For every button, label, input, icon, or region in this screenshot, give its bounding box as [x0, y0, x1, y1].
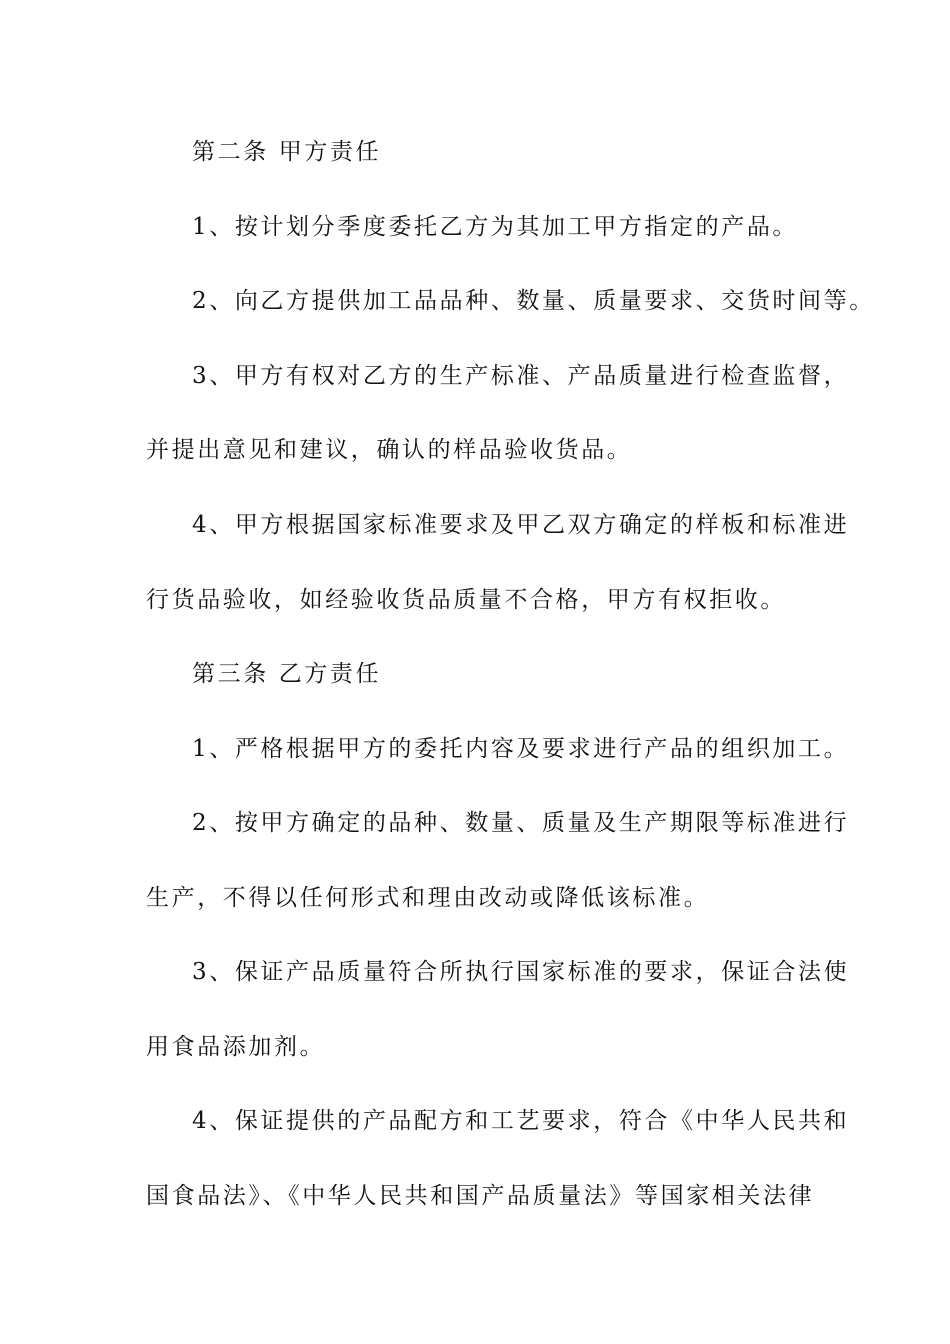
clause-line: 1、按计划分季度委托乙方为其加工甲方指定的产品。 — [192, 214, 799, 240]
section-heading-3: 第三条 乙方责任 — [192, 661, 382, 687]
clause-line: 2、向乙方提供加工品品种、数量、质量要求、交货时间等。 — [192, 288, 875, 314]
clause-line-continued: 行货品验收，如经验收货品质量不合格，甲方有权拒收。 — [146, 587, 786, 613]
clause-line-continued: 生产，不得以任何形式和理由改动或降低该标准。 — [146, 885, 710, 911]
clause-line: 2、按甲方确定的品种、数量、质量及生产期限等标准进行 — [192, 810, 850, 836]
clause-line: 3、甲方有权对乙方的生产标准、产品质量进行检查监督， — [192, 363, 850, 389]
clause-line: 1、严格根据甲方的委托内容及要求进行产品的组织加工。 — [192, 736, 850, 762]
clause-line-continued: 国食品法》、《中华人民共和国产品质量法》等国家相关法律 — [146, 1183, 815, 1209]
section-heading-2: 第二条 甲方责任 — [192, 139, 382, 165]
clause-line-continued: 用食品添加剂。 — [146, 1034, 326, 1060]
clause-line: 3、保证产品质量符合所执行国家标准的要求，保证合法使 — [192, 959, 850, 985]
clause-line: 4、甲方根据国家标准要求及甲乙双方确定的样板和标准进 — [192, 512, 850, 538]
clause-line-continued: 并提出意见和建议，确认的样品验收货品。 — [146, 437, 633, 463]
clause-line: 4、保证提供的产品配方和工艺要求，符合《中华人民共和 — [192, 1108, 850, 1134]
